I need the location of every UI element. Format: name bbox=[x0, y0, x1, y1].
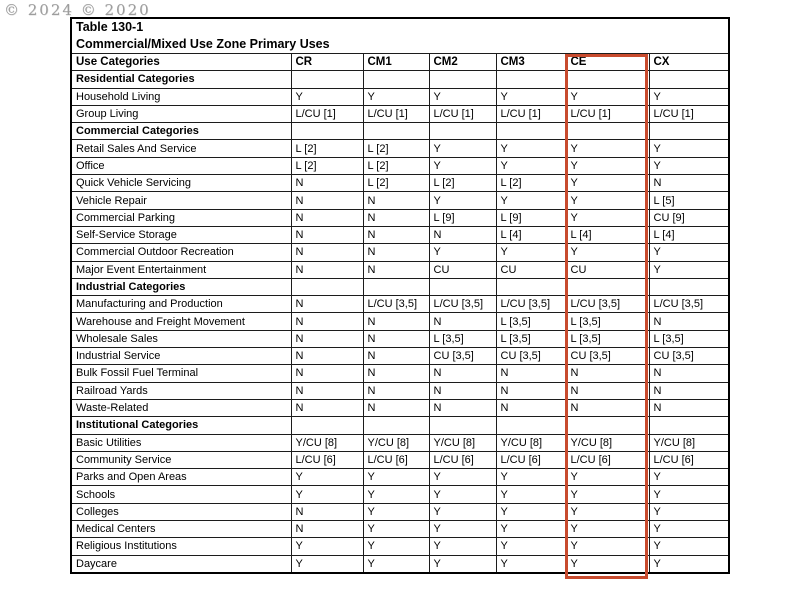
zone-value-cell-cx: L/CU [6] bbox=[649, 451, 729, 468]
zone-value-cell-cm1: N bbox=[363, 226, 429, 243]
zone-value-cell-cx: Y bbox=[649, 157, 729, 174]
column-header-cm1: CM1 bbox=[363, 54, 429, 71]
table-row bbox=[71, 296, 729, 313]
zone-value-cell-cm1: L [2] bbox=[363, 157, 429, 174]
zone-value-cell-cm1 bbox=[363, 123, 429, 140]
table-row bbox=[71, 503, 729, 520]
use-category-label: Wholesale Sales bbox=[71, 330, 291, 347]
zone-value-cell-cm3: Y bbox=[496, 538, 566, 555]
zone-value-cell-ce: N bbox=[566, 365, 649, 382]
zone-value-cell-cm1 bbox=[363, 278, 429, 295]
use-category-label: Vehicle Repair bbox=[71, 192, 291, 209]
table-row bbox=[71, 226, 729, 243]
zone-value-cell-cm2: Y bbox=[429, 469, 496, 486]
zone-value-cell-cx bbox=[649, 278, 729, 295]
zone-value-cell-cx bbox=[649, 417, 729, 434]
zone-value-cell-cm2 bbox=[429, 278, 496, 295]
zone-value-cell-ce: Y bbox=[566, 555, 649, 573]
zone-value-cell-cx: CU [3,5] bbox=[649, 348, 729, 365]
use-category-label: Religious Institutions bbox=[71, 538, 291, 555]
zone-value-cell-cm3: L [3,5] bbox=[496, 313, 566, 330]
zone-value-cell-cr: N bbox=[291, 175, 363, 192]
zone-value-cell-cm1: N bbox=[363, 348, 429, 365]
zone-value-cell-cr: L [2] bbox=[291, 157, 363, 174]
zone-value-cell-ce: L [4] bbox=[566, 226, 649, 243]
zone-value-cell-cx: L/CU [3,5] bbox=[649, 296, 729, 313]
table-title-row bbox=[71, 18, 729, 54]
zone-value-cell-cr: Y bbox=[291, 538, 363, 555]
zone-value-cell-cm3: Y bbox=[496, 469, 566, 486]
zone-value-cell-cm2: Y/CU [8] bbox=[429, 434, 496, 451]
zone-value-cell-cm1: L [2] bbox=[363, 140, 429, 157]
zone-value-cell-cr: N bbox=[291, 348, 363, 365]
zone-value-cell-ce: Y bbox=[566, 244, 649, 261]
column-header-cr: CR bbox=[291, 54, 363, 71]
zone-value-cell-ce bbox=[566, 71, 649, 88]
zone-value-cell-cm3: N bbox=[496, 365, 566, 382]
zone-value-cell-cm3: L [4] bbox=[496, 226, 566, 243]
zone-value-cell-cr: N bbox=[291, 261, 363, 278]
zone-value-cell-cr: Y bbox=[291, 486, 363, 503]
use-category-label: Warehouse and Freight Movement bbox=[71, 313, 291, 330]
use-category-label: Industrial Service bbox=[71, 348, 291, 365]
zone-value-cell-ce: Y bbox=[566, 175, 649, 192]
zone-value-cell-ce: Y bbox=[566, 209, 649, 226]
use-category-label: Self-Service Storage bbox=[71, 226, 291, 243]
zone-value-cell-cm3: Y bbox=[496, 486, 566, 503]
zone-value-cell-cx: L [5] bbox=[649, 192, 729, 209]
zone-value-cell-cm3 bbox=[496, 123, 566, 140]
zone-value-cell-cm3: L [9] bbox=[496, 209, 566, 226]
zone-value-cell-cr bbox=[291, 278, 363, 295]
zone-value-cell-cr: Y bbox=[291, 469, 363, 486]
use-category-label: Retail Sales And Service bbox=[71, 140, 291, 157]
zone-value-cell-cr: N bbox=[291, 382, 363, 399]
zone-value-cell-cx: Y bbox=[649, 555, 729, 573]
table-title-cell bbox=[71, 18, 729, 54]
section-row bbox=[71, 278, 729, 295]
zone-value-cell-ce: N bbox=[566, 382, 649, 399]
zone-value-cell-ce: Y bbox=[566, 157, 649, 174]
table-row bbox=[71, 209, 729, 226]
use-category-label: Household Living bbox=[71, 88, 291, 105]
zone-value-cell-cm1: N bbox=[363, 330, 429, 347]
zone-value-cell-ce: CU [3,5] bbox=[566, 348, 649, 365]
zone-value-cell-cm2: Y bbox=[429, 486, 496, 503]
zone-value-cell-ce: L [3,5] bbox=[566, 313, 649, 330]
zone-value-cell-cx: N bbox=[649, 175, 729, 192]
zone-value-cell-ce: CU bbox=[566, 261, 649, 278]
section-header-label: Institutional Categories bbox=[71, 417, 291, 434]
zone-value-cell-cm2: N bbox=[429, 226, 496, 243]
zone-value-cell-ce: L/CU [6] bbox=[566, 451, 649, 468]
table-row bbox=[71, 105, 729, 122]
zone-value-cell-cm3: N bbox=[496, 399, 566, 416]
section-header-label: Commercial Categories bbox=[71, 123, 291, 140]
zone-value-cell-cr: Y bbox=[291, 555, 363, 573]
zone-value-cell-cm1: N bbox=[363, 365, 429, 382]
zone-value-cell-cm3: Y bbox=[496, 521, 566, 538]
column-header-row bbox=[71, 54, 729, 71]
zone-value-cell-cm2: L/CU [6] bbox=[429, 451, 496, 468]
section-header-label: Residential Categories bbox=[71, 71, 291, 88]
zone-value-cell-cm1: Y bbox=[363, 538, 429, 555]
table-row bbox=[71, 244, 729, 261]
zone-value-cell-cm1 bbox=[363, 417, 429, 434]
use-category-label: Basic Utilities bbox=[71, 434, 291, 451]
zone-value-cell-ce: L/CU [3,5] bbox=[566, 296, 649, 313]
zone-value-cell-cm3 bbox=[496, 417, 566, 434]
zone-value-cell-cm2 bbox=[429, 417, 496, 434]
zone-value-cell-cm3: L [3,5] bbox=[496, 330, 566, 347]
zone-value-cell-cm1 bbox=[363, 71, 429, 88]
zone-value-cell-cx: N bbox=[649, 365, 729, 382]
zone-value-cell-cm3: Y bbox=[496, 503, 566, 520]
zone-value-cell-cm2: L [2] bbox=[429, 175, 496, 192]
table-row bbox=[71, 469, 729, 486]
zone-value-cell-cm2: N bbox=[429, 399, 496, 416]
zone-value-cell-cm2: Y bbox=[429, 140, 496, 157]
table-row bbox=[71, 399, 729, 416]
use-category-label: Community Service bbox=[71, 451, 291, 468]
zone-value-cell-cm2: L/CU [3,5] bbox=[429, 296, 496, 313]
zone-value-cell-cr: N bbox=[291, 503, 363, 520]
table-row bbox=[71, 521, 729, 538]
zone-value-cell-cm3: L [2] bbox=[496, 175, 566, 192]
zone-value-cell-cr: N bbox=[291, 399, 363, 416]
table-title: Table 130-1 bbox=[76, 20, 144, 34]
zone-value-cell-cm2: Y bbox=[429, 88, 496, 105]
use-category-label: Waste-Related bbox=[71, 399, 291, 416]
section-row bbox=[71, 123, 729, 140]
table-row bbox=[71, 157, 729, 174]
zone-value-cell-cr: N bbox=[291, 365, 363, 382]
zone-value-cell-ce: Y bbox=[566, 503, 649, 520]
zone-value-cell-cm2: Y bbox=[429, 503, 496, 520]
zone-value-cell-ce: N bbox=[566, 399, 649, 416]
table-subtitle: Commercial/Mixed Use Zone Primary Uses bbox=[76, 37, 330, 51]
table-row bbox=[71, 88, 729, 105]
zone-value-cell-cr: N bbox=[291, 192, 363, 209]
zone-value-cell-cm3: L/CU [1] bbox=[496, 105, 566, 122]
zone-value-cell-cm3: Y bbox=[496, 157, 566, 174]
use-category-label: Major Event Entertainment bbox=[71, 261, 291, 278]
zone-value-cell-cm3: L/CU [3,5] bbox=[496, 296, 566, 313]
zone-value-cell-cx: L [4] bbox=[649, 226, 729, 243]
table-row bbox=[71, 330, 729, 347]
section-header-label: Industrial Categories bbox=[71, 278, 291, 295]
zone-value-cell-cx: Y bbox=[649, 521, 729, 538]
zone-value-cell-cm2 bbox=[429, 71, 496, 88]
section-row bbox=[71, 417, 729, 434]
zone-value-cell-cx: Y bbox=[649, 140, 729, 157]
zone-value-cell-cm2: CU [3,5] bbox=[429, 348, 496, 365]
zone-value-cell-ce: Y bbox=[566, 469, 649, 486]
zone-value-cell-cm1: N bbox=[363, 382, 429, 399]
use-category-label: Office bbox=[71, 157, 291, 174]
zoning-use-table bbox=[70, 17, 730, 574]
zone-value-cell-cr: L/CU [6] bbox=[291, 451, 363, 468]
zone-value-cell-cr: Y bbox=[291, 88, 363, 105]
section-row bbox=[71, 71, 729, 88]
zone-value-cell-cm2: Y bbox=[429, 157, 496, 174]
zone-value-cell-cm2: N bbox=[429, 313, 496, 330]
zone-value-cell-cm2: L/CU [1] bbox=[429, 105, 496, 122]
zone-value-cell-cm3: Y bbox=[496, 192, 566, 209]
zone-value-cell-cm2: L [3,5] bbox=[429, 330, 496, 347]
zone-value-cell-cx: Y bbox=[649, 538, 729, 555]
zone-value-cell-ce: Y bbox=[566, 521, 649, 538]
zone-value-cell-cm1: L/CU [6] bbox=[363, 451, 429, 468]
zone-value-cell-ce: Y bbox=[566, 486, 649, 503]
zone-value-cell-ce: L/CU [1] bbox=[566, 105, 649, 122]
table-row bbox=[71, 175, 729, 192]
zone-value-cell-cm3: L/CU [6] bbox=[496, 451, 566, 468]
zone-value-cell-ce: Y bbox=[566, 88, 649, 105]
zone-value-cell-cm2: Y bbox=[429, 244, 496, 261]
zone-value-cell-cm1: N bbox=[363, 261, 429, 278]
zone-value-cell-cm1: Y bbox=[363, 503, 429, 520]
zone-value-cell-cm1: Y bbox=[363, 521, 429, 538]
zone-value-cell-cm2: CU bbox=[429, 261, 496, 278]
zone-value-cell-cr bbox=[291, 123, 363, 140]
zone-value-cell-cm1: Y bbox=[363, 486, 429, 503]
table-row bbox=[71, 451, 729, 468]
zone-value-cell-cm1: L [2] bbox=[363, 175, 429, 192]
use-category-label: Colleges bbox=[71, 503, 291, 520]
zone-value-cell-ce: Y bbox=[566, 140, 649, 157]
table-row bbox=[71, 261, 729, 278]
zone-value-cell-cr bbox=[291, 71, 363, 88]
zone-value-cell-cm3: Y/CU [8] bbox=[496, 434, 566, 451]
use-category-label: Commercial Outdoor Recreation bbox=[71, 244, 291, 261]
zone-value-cell-cm2: Y bbox=[429, 538, 496, 555]
table-row bbox=[71, 486, 729, 503]
table-row bbox=[71, 434, 729, 451]
zone-value-cell-cm2 bbox=[429, 123, 496, 140]
zone-value-cell-cm2: N bbox=[429, 365, 496, 382]
zone-value-cell-cx: N bbox=[649, 313, 729, 330]
zone-value-cell-cm3 bbox=[496, 278, 566, 295]
zone-value-cell-cx bbox=[649, 123, 729, 140]
use-category-label: Manufacturing and Production bbox=[71, 296, 291, 313]
zone-value-cell-cr: N bbox=[291, 330, 363, 347]
table-row bbox=[71, 555, 729, 573]
zone-value-cell-cx bbox=[649, 71, 729, 88]
zone-value-cell-cm1: Y/CU [8] bbox=[363, 434, 429, 451]
zone-value-cell-cx: L/CU [1] bbox=[649, 105, 729, 122]
zone-value-cell-cm3: Y bbox=[496, 88, 566, 105]
zone-value-cell-cm3: Y bbox=[496, 140, 566, 157]
zone-value-cell-cx: CU [9] bbox=[649, 209, 729, 226]
zone-value-cell-cr: N bbox=[291, 521, 363, 538]
zone-value-cell-cm1: Y bbox=[363, 88, 429, 105]
column-header-cm2: CM2 bbox=[429, 54, 496, 71]
zone-value-cell-ce bbox=[566, 123, 649, 140]
zone-value-cell-cm1: N bbox=[363, 244, 429, 261]
zone-value-cell-cr: Y/CU [8] bbox=[291, 434, 363, 451]
use-category-label: Schools bbox=[71, 486, 291, 503]
zone-value-cell-ce: Y bbox=[566, 192, 649, 209]
zone-value-cell-cx: Y/CU [8] bbox=[649, 434, 729, 451]
zone-value-cell-cm1: N bbox=[363, 192, 429, 209]
zone-value-cell-ce bbox=[566, 417, 649, 434]
zone-value-cell-cx: Y bbox=[649, 261, 729, 278]
zone-value-cell-ce bbox=[566, 278, 649, 295]
zone-value-cell-cx: Y bbox=[649, 486, 729, 503]
column-header-use-categories: Use Categories bbox=[71, 54, 291, 71]
zone-value-cell-cm2: L [9] bbox=[429, 209, 496, 226]
zone-value-cell-cm3: N bbox=[496, 382, 566, 399]
zone-value-cell-cr: N bbox=[291, 313, 363, 330]
zone-value-cell-cm1: L/CU [1] bbox=[363, 105, 429, 122]
column-header-cm3: CM3 bbox=[496, 54, 566, 71]
use-category-label: Parks and Open Areas bbox=[71, 469, 291, 486]
zone-value-cell-cr: N bbox=[291, 244, 363, 261]
zone-value-cell-cm3: CU bbox=[496, 261, 566, 278]
zone-value-cell-cm1: N bbox=[363, 399, 429, 416]
zone-value-cell-cm1: N bbox=[363, 313, 429, 330]
use-category-label: Medical Centers bbox=[71, 521, 291, 538]
zone-value-cell-cx: L [3,5] bbox=[649, 330, 729, 347]
zone-value-cell-ce: L [3,5] bbox=[566, 330, 649, 347]
table-row bbox=[71, 382, 729, 399]
use-category-label: Quick Vehicle Servicing bbox=[71, 175, 291, 192]
zone-value-cell-cm2: Y bbox=[429, 192, 496, 209]
zone-value-cell-cx: Y bbox=[649, 244, 729, 261]
zone-value-cell-cm1: L/CU [3,5] bbox=[363, 296, 429, 313]
zone-value-cell-cm2: N bbox=[429, 382, 496, 399]
zone-value-cell-ce: Y/CU [8] bbox=[566, 434, 649, 451]
zone-value-cell-cr: L/CU [1] bbox=[291, 105, 363, 122]
copyright-watermark: © 2024 © 2020 bbox=[4, 1, 151, 19]
table-row bbox=[71, 365, 729, 382]
zone-value-cell-cm3: CU [3,5] bbox=[496, 348, 566, 365]
zone-value-cell-cm3 bbox=[496, 71, 566, 88]
table-row bbox=[71, 348, 729, 365]
table-row bbox=[71, 140, 729, 157]
zone-value-cell-cm1: Y bbox=[363, 555, 429, 573]
use-category-label: Bulk Fossil Fuel Terminal bbox=[71, 365, 291, 382]
zone-value-cell-cr: N bbox=[291, 209, 363, 226]
zone-value-cell-cr bbox=[291, 417, 363, 434]
column-header-cx: CX bbox=[649, 54, 729, 71]
zone-value-cell-cx: Y bbox=[649, 88, 729, 105]
zone-value-cell-cx: Y bbox=[649, 469, 729, 486]
table-row bbox=[71, 538, 729, 555]
zone-value-cell-ce: Y bbox=[566, 538, 649, 555]
zone-value-cell-cx: N bbox=[649, 399, 729, 416]
zone-value-cell-cx: Y bbox=[649, 503, 729, 520]
column-header-ce: CE bbox=[566, 54, 649, 71]
zone-value-cell-cx: N bbox=[649, 382, 729, 399]
zone-value-cell-cm3: Y bbox=[496, 555, 566, 573]
zone-value-cell-cr: N bbox=[291, 226, 363, 243]
use-category-label: Group Living bbox=[71, 105, 291, 122]
use-category-label: Railroad Yards bbox=[71, 382, 291, 399]
zone-value-cell-cm2: Y bbox=[429, 521, 496, 538]
use-category-label: Daycare bbox=[71, 555, 291, 573]
table-row bbox=[71, 313, 729, 330]
zone-value-cell-cm2: Y bbox=[429, 555, 496, 573]
zone-value-cell-cm1: Y bbox=[363, 469, 429, 486]
zone-value-cell-cm3: Y bbox=[496, 244, 566, 261]
zone-value-cell-cm1: N bbox=[363, 209, 429, 226]
use-category-label: Commercial Parking bbox=[71, 209, 291, 226]
zone-value-cell-cr: N bbox=[291, 296, 363, 313]
zone-value-cell-cr: L [2] bbox=[291, 140, 363, 157]
table-row bbox=[71, 192, 729, 209]
